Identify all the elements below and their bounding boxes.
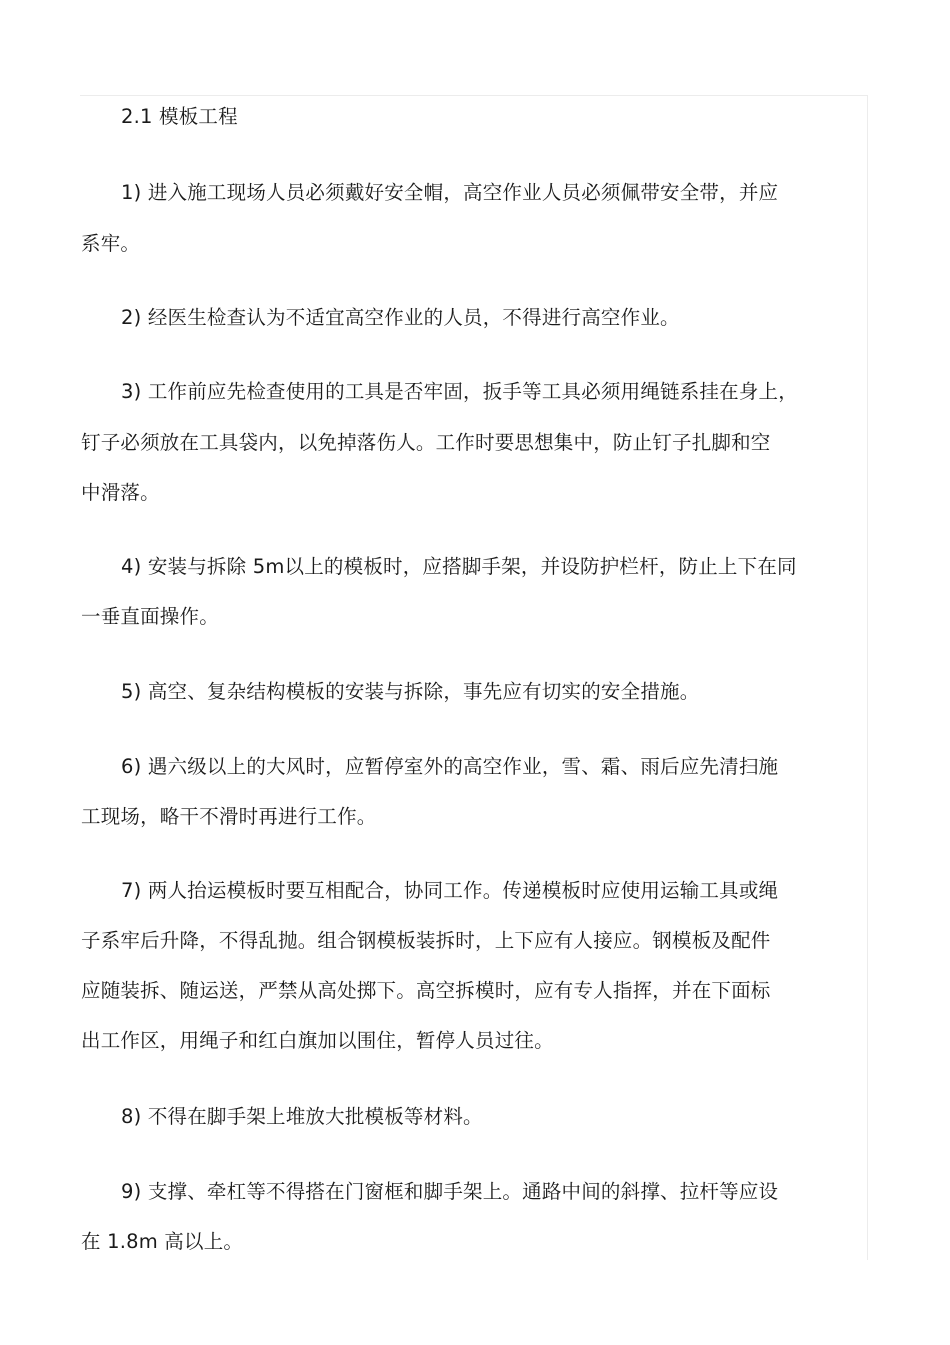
paragraph-line: 钉子必须放在工具袋内，以免掉落伤人。工作时要思想集中，防止钉子扎脚和空 bbox=[81, 431, 771, 454]
paragraph-line: 在 1.8m 高以上。 bbox=[81, 1230, 244, 1253]
paragraph-line: 6) 遇六级以上的大风时，应暂停室外的高空作业，雪、霜、雨后应先清扫施 bbox=[121, 755, 779, 778]
paragraph-line: 1) 进入施工现场人员必须戴好安全帽，高空作业人员必须佩带安全带，并应 bbox=[121, 181, 779, 204]
paragraph-line: 应随装拆、随运送，严禁从高处掷下。高空拆模时，应有专人指挥，并在下面标 bbox=[81, 979, 771, 1002]
paragraph-line: 3) 工作前应先检查使用的工具是否牢固，扳手等工具必须用绳链系挂在身上， bbox=[121, 380, 798, 403]
paragraph-line: 出工作区，用绳子和红白旗加以围住，暂停人员过往。 bbox=[81, 1029, 554, 1052]
section-heading: 2.1 模板工程 bbox=[121, 105, 238, 128]
paragraph-line: 系牢。 bbox=[81, 232, 141, 255]
paragraph-line: 5) 高空、复杂结构模板的安装与拆除，事先应有切实的安全措施。 bbox=[121, 680, 700, 703]
paragraph-line: 一垂直面操作。 bbox=[81, 605, 219, 628]
paragraph-line: 8) 不得在脚手架上堆放大批模板等材料。 bbox=[121, 1105, 483, 1128]
paragraph-line: 工现场，略干不滑时再进行工作。 bbox=[81, 805, 377, 828]
paragraph-line: 子系牢后升降，不得乱抛。组合钢模板装拆时，上下应有人接应。钢模板及配件 bbox=[81, 929, 771, 952]
paragraph-line: 7) 两人抬运模板时要互相配合，协同工作。传递模板时应使用运输工具或绳 bbox=[121, 879, 779, 902]
paragraph-line: 中滑落。 bbox=[81, 481, 160, 504]
paragraph-line: 9) 支撑、牵杠等不得搭在门窗框和脚手架上。通路中间的斜撑、拉杆等应设 bbox=[121, 1180, 779, 1203]
paragraph-line: 4) 安装与拆除 5m以上的模板时，应搭脚手架，并设防护栏杆，防止上下在同 bbox=[121, 555, 797, 578]
paragraph-line: 2) 经医生检查认为不适宜高空作业的人员，不得进行高空作业。 bbox=[121, 306, 680, 329]
page-frame bbox=[80, 95, 868, 1260]
